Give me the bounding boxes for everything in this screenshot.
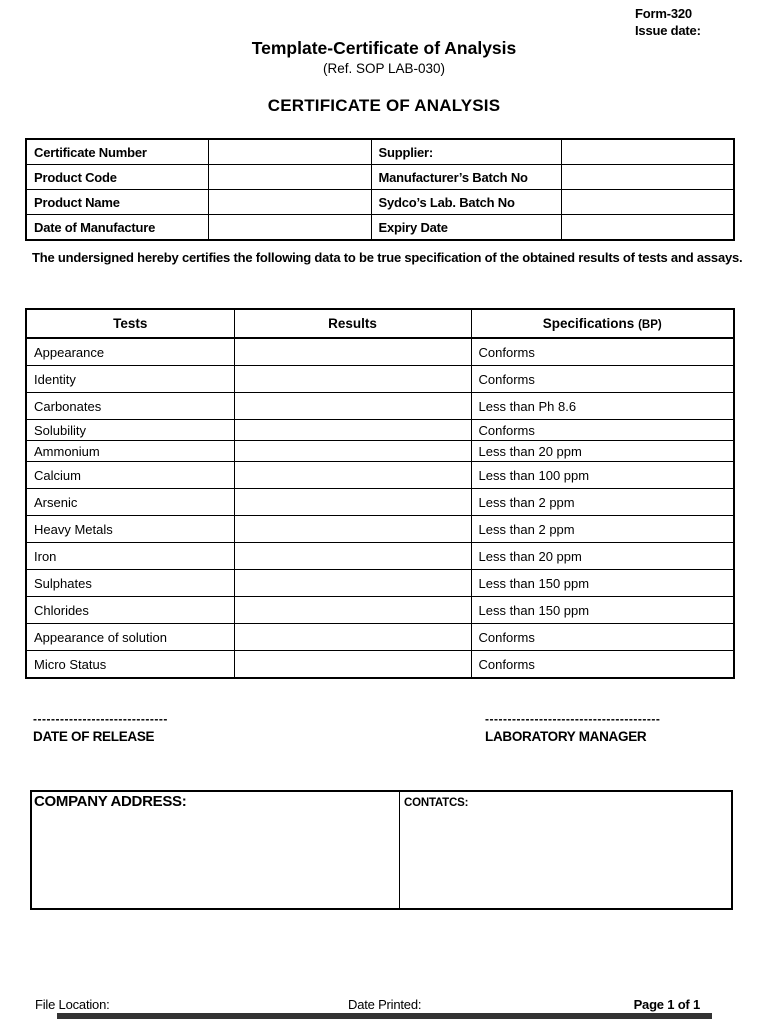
result-cell (234, 570, 471, 597)
file-location-label: File Location: (35, 997, 110, 1012)
date-printed-label: Date Printed: (348, 997, 422, 1012)
info-label: Product Name (26, 190, 208, 215)
specification-value: Less than 2 ppm (471, 489, 734, 516)
results-header-row (26, 309, 734, 338)
info-label: Sydco’s Lab. Batch No (371, 190, 561, 215)
date-of-release-label: DATE OF RELEASE (33, 729, 155, 744)
address-box (30, 790, 733, 910)
info-row (26, 190, 734, 215)
result-cell (234, 441, 471, 462)
table-row (26, 462, 734, 489)
info-value-cell (561, 190, 734, 215)
table-row (26, 338, 734, 366)
test-name: Appearance (26, 338, 234, 366)
results-table (25, 308, 735, 679)
specification-value: Less than Ph 8.6 (471, 393, 734, 420)
date-of-release-signature (33, 711, 168, 745)
contacts-cell (400, 792, 731, 908)
specifications-column-header (471, 309, 734, 338)
result-cell (234, 516, 471, 543)
specification-value: Less than 2 ppm (471, 516, 734, 543)
info-value-cell (208, 165, 371, 190)
test-name: Arsenic (26, 489, 234, 516)
result-cell (234, 543, 471, 570)
test-name: Sulphates (26, 570, 234, 597)
test-name: Chlorides (26, 597, 234, 624)
info-label: Manufacturer’s Batch No (371, 165, 561, 190)
company-address-cell (32, 792, 400, 908)
table-row (26, 570, 734, 597)
specification-value: Conforms (471, 338, 734, 366)
test-name: Carbonates (26, 393, 234, 420)
test-name: Heavy Metals (26, 516, 234, 543)
laboratory-manager-signature (485, 711, 660, 745)
specification-value: Conforms (471, 651, 734, 679)
sop-reference: (Ref. SOP LAB-030) (322, 61, 446, 76)
test-name: Appearance of solution (26, 624, 234, 651)
specification-value: Less than 20 ppm (471, 543, 734, 570)
result-cell (234, 651, 471, 679)
test-name: Calcium (26, 462, 234, 489)
result-cell (234, 420, 471, 441)
issue-date-label: Issue date: (635, 23, 701, 38)
result-cell (234, 489, 471, 516)
signature-line: ------------------------------ (33, 712, 168, 726)
table-row (26, 624, 734, 651)
info-value-cell (208, 139, 371, 165)
table-row (26, 393, 734, 420)
test-name: Solubility (26, 420, 234, 441)
test-name: Identity (26, 366, 234, 393)
info-row (26, 139, 734, 165)
info-row (26, 215, 734, 241)
info-label: Product Code (26, 165, 208, 190)
page-number: Page 1 of 1 (633, 997, 700, 1012)
info-value-cell (208, 215, 371, 241)
result-cell (234, 597, 471, 624)
info-label: Certificate Number (26, 139, 208, 165)
table-row (26, 651, 734, 679)
table-row (26, 441, 734, 462)
page-title: Template-Certificate of Analysis (251, 38, 517, 58)
info-value-cell (561, 215, 734, 241)
table-row (26, 543, 734, 570)
page-edge-bar (57, 1013, 712, 1019)
specification-value: Less than 150 ppm (471, 597, 734, 624)
specification-value: Less than 100 ppm (471, 462, 734, 489)
test-name: Ammonium (26, 441, 234, 462)
certification-statement: The undersigned hereby certifies the following data to be true specification of the obtained results of tests and assays. (32, 250, 743, 265)
table-row (26, 516, 734, 543)
info-table (25, 138, 735, 241)
tests-column-header: Tests (26, 309, 234, 338)
table-row (26, 366, 734, 393)
results-column-header: Results (234, 309, 471, 338)
signature-line: --------------------------------------- (485, 712, 661, 726)
contacts-label: CONTATCS: (404, 797, 469, 809)
certificate-heading: CERTIFICATE OF ANALYSIS (267, 96, 501, 115)
result-cell (234, 366, 471, 393)
info-label: Expiry Date (371, 215, 561, 241)
specification-value: Less than 20 ppm (471, 441, 734, 462)
specifications-bp-suffix: (BP) (638, 319, 662, 331)
specification-value: Conforms (471, 366, 734, 393)
info-row (26, 165, 734, 190)
specification-value: Less than 150 ppm (471, 570, 734, 597)
table-row (26, 420, 734, 441)
specification-value: Conforms (471, 624, 734, 651)
test-name: Micro Status (26, 651, 234, 679)
laboratory-manager-label: LABORATORY MANAGER (485, 729, 647, 744)
form-number: Form-320 (635, 6, 692, 21)
form-meta (635, 5, 701, 39)
company-address-label: COMPANY ADDRESS: (34, 793, 187, 810)
result-cell (234, 624, 471, 651)
table-row (26, 597, 734, 624)
result-cell (234, 462, 471, 489)
specifications-label: Specifications (542, 316, 635, 331)
specification-value: Conforms (471, 420, 734, 441)
info-value-cell (561, 139, 734, 165)
info-value-cell (561, 165, 734, 190)
result-cell (234, 393, 471, 420)
result-cell (234, 338, 471, 366)
info-label: Supplier: (371, 139, 561, 165)
info-value-cell (208, 190, 371, 215)
info-label: Date of Manufacture (26, 215, 208, 241)
table-row (26, 489, 734, 516)
test-name: Iron (26, 543, 234, 570)
